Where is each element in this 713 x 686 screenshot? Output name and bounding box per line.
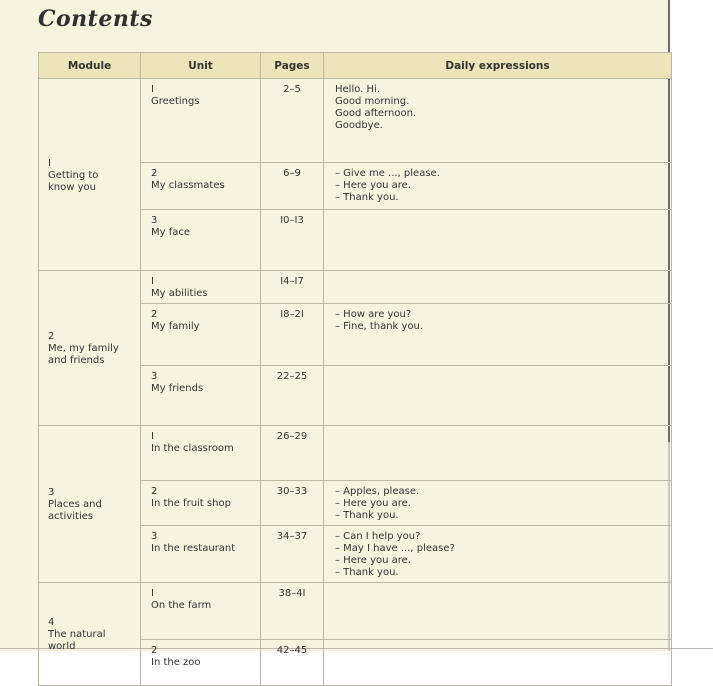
header-unit: Unit (141, 53, 261, 79)
daily-expressions-cell (324, 426, 672, 481)
unit-cell (141, 304, 261, 366)
table-body (39, 79, 672, 686)
unit-cell (141, 640, 261, 686)
pages-cell: I8–2I (261, 304, 324, 366)
unit-cell (141, 481, 261, 526)
pages-cell: 22–25 (261, 366, 324, 426)
daily-expressions-cell (324, 366, 672, 426)
unit-cell (141, 583, 261, 640)
unit-number: I (151, 588, 154, 599)
unit-number: 2 (151, 645, 158, 656)
daily-expressions-cell: – How are you? – Fine, thank you. (324, 304, 672, 366)
header-module: Module (39, 53, 141, 79)
unit-number: 3 (151, 371, 158, 382)
header-pages: Pages (261, 53, 324, 79)
unit-cell (141, 426, 261, 481)
unit-name: My friends (151, 383, 204, 394)
unit-cell (141, 366, 261, 426)
unit-number: 3 (151, 215, 158, 226)
pages-cell: 34–37 (261, 526, 324, 583)
unit-number: 2 (151, 168, 158, 179)
unit-number: I (151, 276, 154, 287)
daily-expressions-cell: – Give me ..., please. – Here you are. – Thank you. (324, 163, 672, 210)
module-cell: I Getting to know you (39, 79, 141, 271)
unit-cell (141, 210, 261, 271)
daily-expressions-cell: – Apples, please. – Here you are. – Thank you. (324, 481, 672, 526)
unit-name: My classmates (151, 180, 225, 191)
unit-cell (141, 271, 261, 304)
table-row (39, 426, 672, 481)
unit-name: Greetings (151, 96, 200, 107)
unit-name: My family (151, 321, 200, 332)
pages-cell: 38–4I (261, 583, 324, 640)
pages-cell: 42–45 (261, 640, 324, 686)
unit-number: 2 (151, 309, 158, 320)
daily-expressions-cell (324, 583, 672, 640)
unit-name: On the farm (151, 600, 212, 611)
header-daily-expressions: Daily expressions (324, 53, 672, 79)
module-cell: 2 Me, my family and friends (39, 271, 141, 426)
module-cell: 4 The natural world (39, 583, 141, 686)
daily-expressions-cell: – Can I help you? – May I have ..., please? – Here you are. – Thank you. (324, 526, 672, 583)
unit-number: I (151, 84, 154, 95)
pages-cell: I4–I7 (261, 271, 324, 304)
table-row (39, 583, 672, 640)
table-row (39, 79, 672, 163)
unit-number: 2 (151, 486, 158, 497)
unit-name: In the fruit shop (151, 498, 231, 509)
unit-cell (141, 526, 261, 583)
daily-expressions-cell (324, 640, 672, 686)
unit-name: My face (151, 227, 191, 238)
pages-cell: 6–9 (261, 163, 324, 210)
unit-name: My abilities (151, 288, 208, 299)
pages-cell: I0–I3 (261, 210, 324, 271)
unit-name: In the restaurant (151, 543, 236, 554)
pages-cell: 30–33 (261, 481, 324, 526)
pages-cell: 2–5 (261, 79, 324, 163)
pages-cell: 26–29 (261, 426, 324, 481)
daily-expressions-cell: Hello. Hi. Good morning. Good afternoon. Goodbye. (324, 79, 672, 163)
unit-name: In the zoo (151, 657, 201, 668)
module-cell: 3 Places and activities (39, 426, 141, 583)
unit-name: In the classroom (151, 443, 234, 454)
unit-cell (141, 163, 261, 210)
header-row (39, 53, 672, 79)
unit-cell (141, 79, 261, 163)
table-row (39, 271, 672, 304)
unit-number: I (151, 431, 154, 442)
contents-table (38, 52, 672, 686)
page-title: Contents (38, 6, 153, 32)
daily-expressions-cell (324, 271, 672, 304)
daily-expressions-cell (324, 210, 672, 271)
unit-number: 3 (151, 531, 158, 542)
